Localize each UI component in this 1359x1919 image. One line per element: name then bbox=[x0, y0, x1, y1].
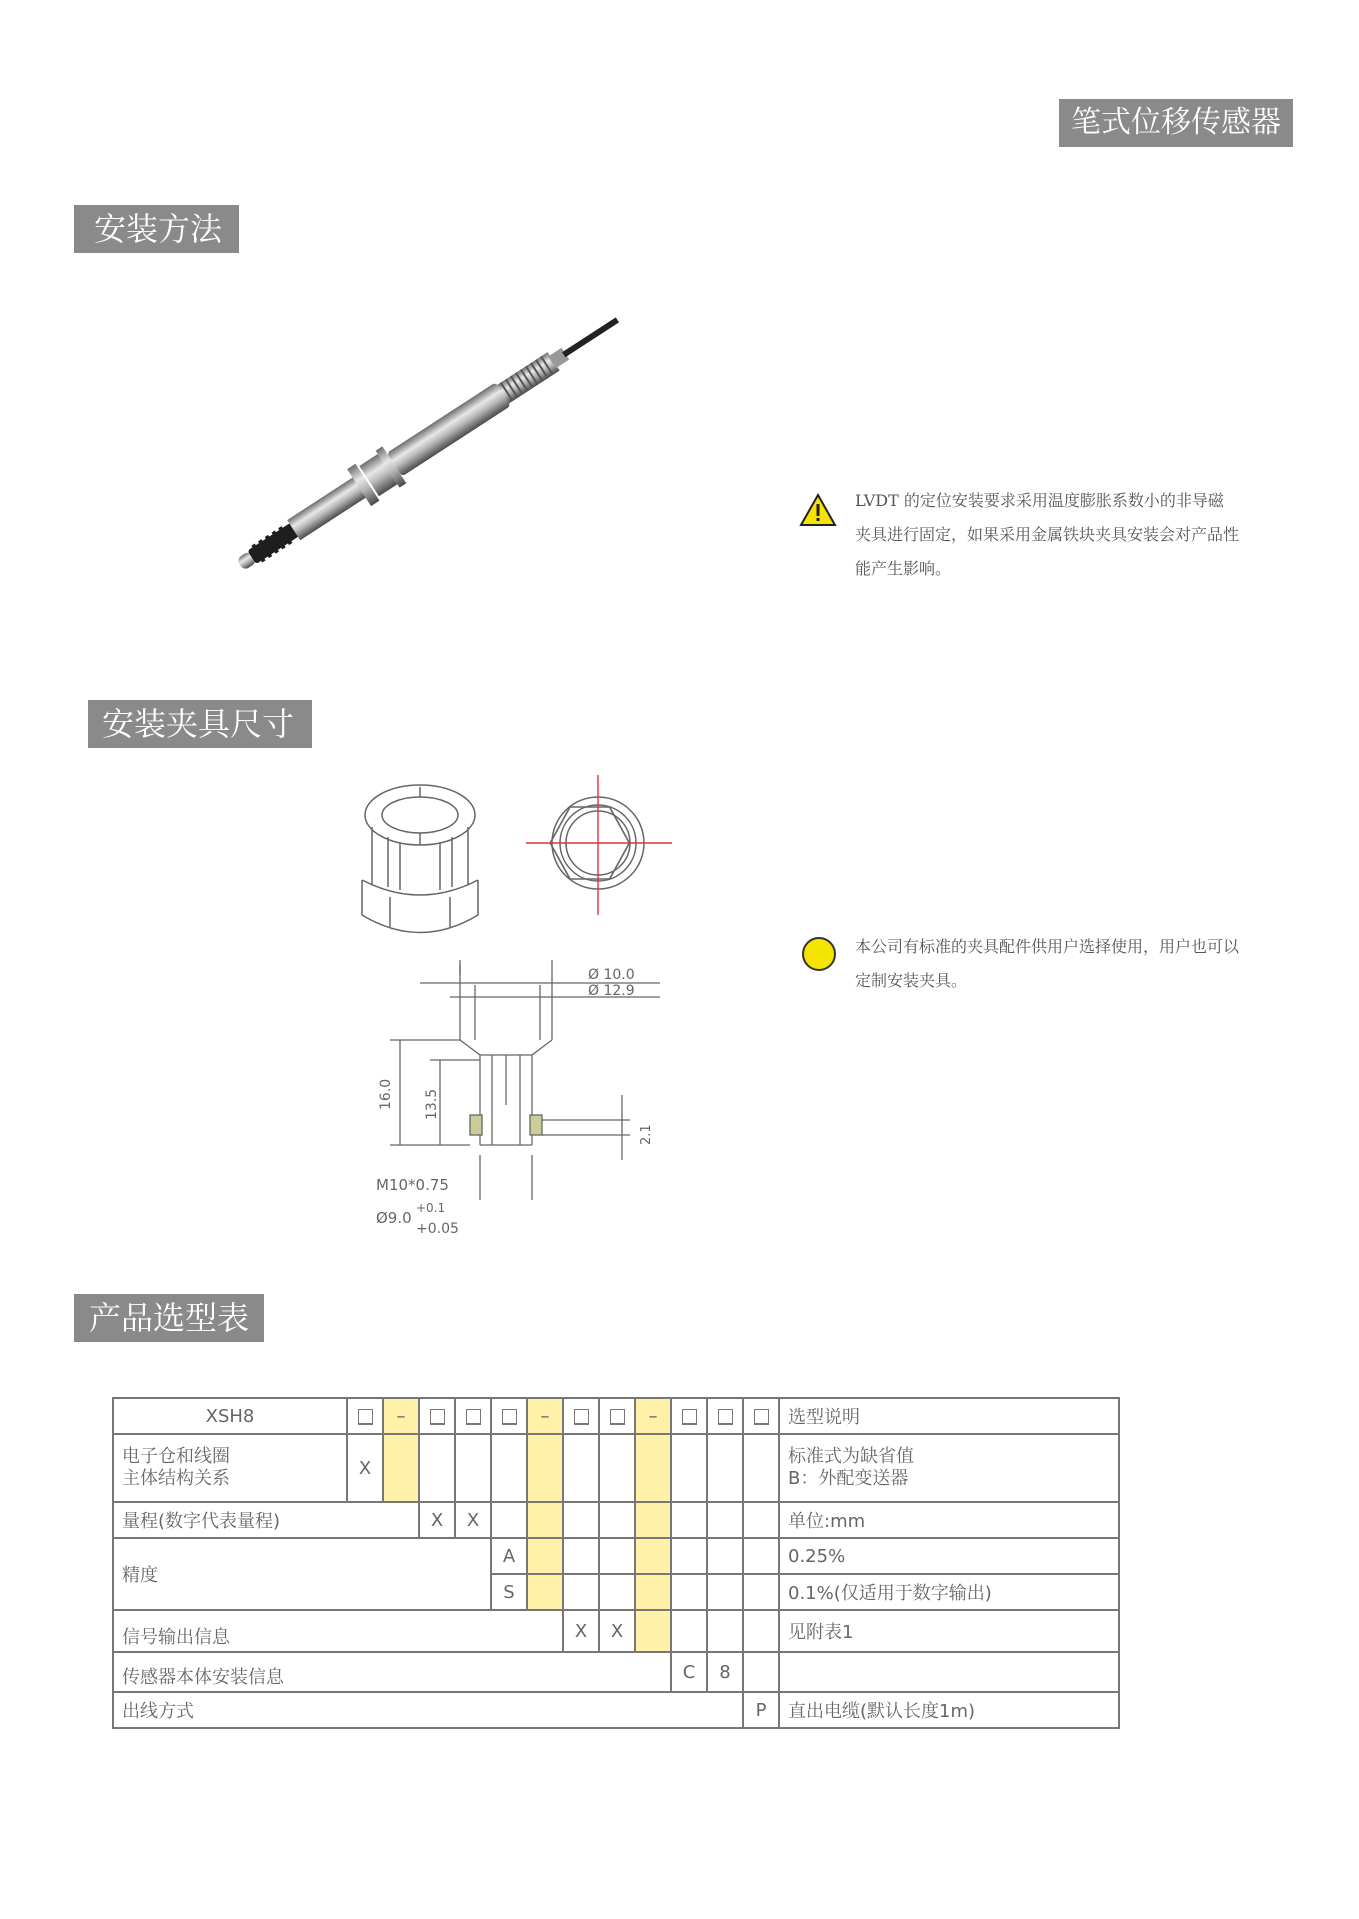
empty-cell bbox=[743, 1652, 779, 1692]
pen-sensor-image bbox=[165, 260, 635, 660]
code-box bbox=[419, 1398, 455, 1434]
selection-table bbox=[112, 1397, 1120, 1729]
empty-cell bbox=[671, 1610, 707, 1652]
highlight-cell bbox=[383, 1434, 419, 1502]
code-box bbox=[347, 1398, 383, 1434]
row-label: 信号输出信息 bbox=[113, 1610, 563, 1652]
empty-cell bbox=[599, 1434, 635, 1502]
code-box bbox=[671, 1398, 707, 1434]
dim-dia-10: Ø 10.0 bbox=[588, 967, 635, 983]
header-description: 选型说明 bbox=[779, 1398, 1119, 1434]
section-fixture-dimensions: 安装夹具尺寸 bbox=[88, 700, 312, 748]
empty-cell bbox=[743, 1502, 779, 1538]
highlight-cell bbox=[635, 1538, 671, 1574]
empty-cell bbox=[563, 1538, 599, 1574]
table-row bbox=[113, 1610, 1119, 1652]
empty-cell bbox=[491, 1502, 527, 1538]
dim-height-2-1: 2.1 bbox=[639, 1124, 654, 1145]
empty-cell bbox=[491, 1434, 527, 1502]
code-box bbox=[563, 1398, 599, 1434]
yellow-circle-icon bbox=[800, 935, 838, 973]
empty-cell bbox=[563, 1574, 599, 1610]
row-code: X bbox=[347, 1434, 383, 1502]
warning-note bbox=[855, 484, 1315, 586]
highlight-cell bbox=[527, 1538, 563, 1574]
warning-line-2: 夹具进行固定，如果采用金属铁块夹具安装会对产品性 bbox=[855, 525, 1240, 544]
empty-cell bbox=[563, 1502, 599, 1538]
row-code: 8 bbox=[707, 1652, 743, 1692]
section-install-method: 安装方法 bbox=[74, 205, 239, 253]
row-label: 电子仓和线圈 主体结构关系 bbox=[113, 1434, 347, 1502]
empty-cell bbox=[671, 1538, 707, 1574]
info-line-1: 本公司有标准的夹具配件供用户选择使用，用户也可以 bbox=[855, 937, 1240, 956]
empty-cell bbox=[707, 1434, 743, 1502]
row-code: A bbox=[491, 1538, 527, 1574]
empty-cell bbox=[743, 1434, 779, 1502]
code-box bbox=[599, 1398, 635, 1434]
table-row bbox=[113, 1538, 1119, 1574]
table-row bbox=[113, 1502, 1119, 1538]
highlight-cell bbox=[635, 1434, 671, 1502]
dim-thread: M10*0.75 bbox=[376, 1176, 449, 1194]
row-description: 0.1%(仅适用于数字输出) bbox=[779, 1574, 1119, 1610]
empty-cell bbox=[707, 1538, 743, 1574]
row-code: X bbox=[599, 1610, 635, 1652]
row-code: X bbox=[563, 1610, 599, 1652]
empty-cell bbox=[743, 1574, 779, 1610]
highlight-cell bbox=[527, 1574, 563, 1610]
empty-cell bbox=[563, 1434, 599, 1502]
empty-cell bbox=[743, 1538, 779, 1574]
row-code: P bbox=[743, 1692, 779, 1728]
table-row bbox=[113, 1652, 1119, 1692]
empty-cell bbox=[599, 1502, 635, 1538]
empty-cell bbox=[671, 1574, 707, 1610]
highlight-cell bbox=[635, 1610, 671, 1652]
row-code: X bbox=[455, 1502, 491, 1538]
code-dash: – bbox=[527, 1398, 563, 1434]
document-title: 笔式位移传感器 bbox=[1059, 99, 1293, 147]
row-label: 传感器本体安装信息 bbox=[113, 1652, 671, 1692]
row-description: 0.25% bbox=[779, 1538, 1119, 1574]
dim-tol-minus: +0.05 bbox=[416, 1221, 459, 1237]
code-box bbox=[491, 1398, 527, 1434]
dim-dia-12-9: Ø 12.9 bbox=[588, 983, 635, 999]
table-header-row bbox=[113, 1398, 1119, 1434]
dim-height-16: 16.0 bbox=[378, 1078, 394, 1110]
model-code: XSH8 bbox=[113, 1398, 347, 1434]
row-description bbox=[779, 1652, 1119, 1692]
empty-cell bbox=[455, 1434, 491, 1502]
dim-tol-plus: +0.1 bbox=[416, 1201, 446, 1215]
empty-cell bbox=[599, 1538, 635, 1574]
empty-cell bbox=[671, 1434, 707, 1502]
empty-cell bbox=[707, 1502, 743, 1538]
highlight-cell bbox=[527, 1434, 563, 1502]
row-label: 量程(数字代表量程) bbox=[113, 1502, 419, 1538]
code-dash: – bbox=[635, 1398, 671, 1434]
code-box bbox=[707, 1398, 743, 1434]
row-label: 精度 bbox=[113, 1538, 491, 1610]
empty-cell bbox=[671, 1502, 707, 1538]
code-box bbox=[455, 1398, 491, 1434]
warning-icon bbox=[799, 493, 837, 527]
empty-cell bbox=[707, 1610, 743, 1652]
empty-cell bbox=[743, 1610, 779, 1652]
highlight-cell bbox=[527, 1502, 563, 1538]
row-description: 单位:mm bbox=[779, 1502, 1119, 1538]
warning-line-3: 能产生影响。 bbox=[855, 559, 952, 578]
code-box bbox=[743, 1398, 779, 1434]
table-row bbox=[113, 1434, 1119, 1502]
highlight-cell bbox=[635, 1574, 671, 1610]
section-selection-table: 产品选型表 bbox=[74, 1294, 264, 1342]
row-code: C bbox=[671, 1652, 707, 1692]
row-label: 出线方式 bbox=[113, 1692, 743, 1728]
fixture-drawing bbox=[360, 775, 700, 1255]
highlight-cell bbox=[635, 1502, 671, 1538]
row-code: X bbox=[419, 1502, 455, 1538]
warning-line-1: LVDT 的定位安装要求采用温度膨胀系数小的非导磁 bbox=[855, 491, 1224, 510]
table-row bbox=[113, 1692, 1119, 1728]
empty-cell bbox=[707, 1574, 743, 1610]
code-dash: – bbox=[383, 1398, 419, 1434]
info-note bbox=[855, 930, 1315, 998]
row-code: S bbox=[491, 1574, 527, 1610]
dim-dia-9: Ø9.0 bbox=[376, 1209, 412, 1227]
row-description: 见附表1 bbox=[779, 1610, 1119, 1652]
row-description: 直出电缆(默认长度1m) bbox=[779, 1692, 1119, 1728]
row-description: 标准式为缺省值 B：外配变送器 bbox=[779, 1434, 1119, 1502]
dim-height-13-5: 13.5 bbox=[424, 1088, 440, 1120]
empty-cell bbox=[419, 1434, 455, 1502]
info-line-2: 定制安装夹具。 bbox=[855, 971, 968, 990]
empty-cell bbox=[599, 1574, 635, 1610]
